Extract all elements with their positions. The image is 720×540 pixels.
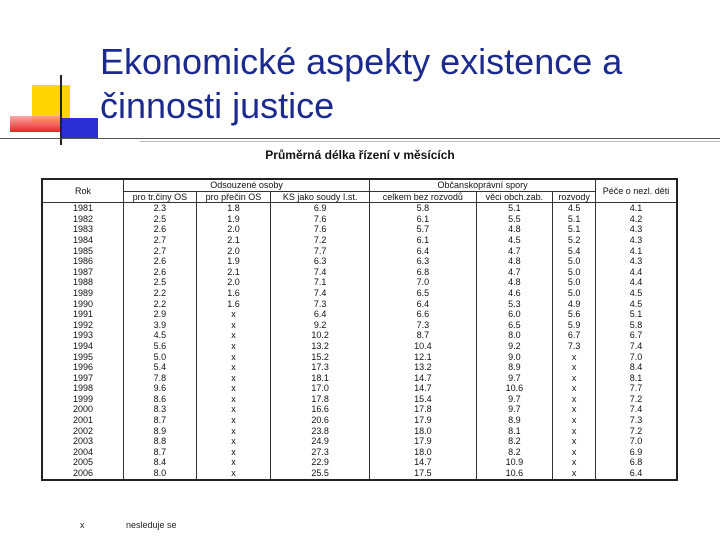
value-cell: 4.5 [553, 203, 596, 214]
value-cell: x [196, 330, 270, 341]
value-cell: 1.8 [196, 203, 270, 214]
value-cell: x [196, 415, 270, 426]
value-cell: 8.7 [370, 330, 476, 341]
table-row [42, 299, 677, 310]
value-cell: 4.8 [476, 224, 553, 235]
header-group-civil: Občanskoprávní spory [370, 179, 596, 191]
table-row [42, 426, 677, 437]
value-cell: x [553, 436, 596, 447]
value-cell: 17.5 [370, 468, 476, 480]
value-cell: 7.4 [596, 404, 678, 415]
value-cell: 1.9 [196, 214, 270, 225]
subheader: pro tr.činy OS [124, 191, 197, 203]
table-row [42, 214, 677, 225]
value-cell: 5.1 [553, 224, 596, 235]
year-cell: 1996 [42, 362, 124, 373]
value-cell: 6.7 [553, 330, 596, 341]
value-cell: 4.3 [596, 235, 678, 246]
value-cell: 5.4 [124, 362, 197, 373]
table-row [42, 267, 677, 278]
value-cell: x [196, 341, 270, 352]
table-row [42, 352, 677, 363]
value-cell: 20.6 [271, 415, 370, 426]
value-cell: 6.1 [370, 235, 476, 246]
value-cell: 7.1 [271, 277, 370, 288]
table-row [42, 415, 677, 426]
value-cell: 17.9 [370, 415, 476, 426]
year-cell: 1991 [42, 309, 124, 320]
value-cell: 8.9 [476, 415, 553, 426]
value-cell: 7.0 [596, 352, 678, 363]
table-row [42, 203, 677, 214]
value-cell: 4.5 [476, 235, 553, 246]
value-cell: 7.4 [271, 288, 370, 299]
value-cell: 7.3 [370, 320, 476, 331]
value-cell: x [553, 447, 596, 458]
value-cell: 4.2 [596, 214, 678, 225]
value-cell: 10.6 [476, 383, 553, 394]
value-cell: 7.6 [271, 224, 370, 235]
header-group-convicted: Odsouzené osoby [124, 179, 370, 191]
value-cell: 5.0 [124, 352, 197, 363]
value-cell: 6.9 [596, 447, 678, 458]
value-cell: x [553, 373, 596, 384]
value-cell: x [553, 426, 596, 437]
header-rok: Rok [42, 179, 124, 203]
value-cell: 7.2 [271, 235, 370, 246]
slide-title: Ekonomické aspekty existence a činnosti justice [100, 41, 623, 126]
value-cell: 7.7 [596, 383, 678, 394]
value-cell: 8.6 [124, 394, 197, 405]
year-cell: 1998 [42, 383, 124, 394]
value-cell: 5.6 [553, 309, 596, 320]
value-cell: x [196, 373, 270, 384]
value-cell: 17.3 [271, 362, 370, 373]
value-cell: 2.6 [124, 267, 197, 278]
value-cell: 15.4 [370, 394, 476, 405]
value-cell: 7.2 [596, 426, 678, 437]
value-cell: 12.1 [370, 352, 476, 363]
value-cell: 18.0 [370, 426, 476, 437]
subheader: celkem bez rozvodů [370, 191, 476, 203]
value-cell: 9.7 [476, 373, 553, 384]
value-cell: 8.2 [476, 447, 553, 458]
value-cell: 5.4 [553, 246, 596, 257]
decor-red-bar [10, 116, 62, 132]
value-cell: 7.4 [271, 267, 370, 278]
value-cell: x [553, 362, 596, 373]
value-cell: x [196, 352, 270, 363]
value-cell: x [196, 320, 270, 331]
value-cell: x [196, 394, 270, 405]
value-cell: 6.8 [596, 457, 678, 468]
value-cell: 8.0 [476, 330, 553, 341]
value-cell: 5.8 [596, 320, 678, 331]
value-cell: 1.6 [196, 299, 270, 310]
value-cell: 6.6 [370, 309, 476, 320]
value-cell: 6.4 [596, 468, 678, 480]
value-cell: 5.1 [596, 309, 678, 320]
table-row [42, 341, 677, 352]
value-cell: 5.0 [553, 288, 596, 299]
value-cell: 4.9 [553, 299, 596, 310]
value-cell: 2.3 [124, 203, 197, 214]
value-cell: 18.0 [370, 447, 476, 458]
subheader: rozvody [553, 191, 596, 203]
value-cell: 6.0 [476, 309, 553, 320]
value-cell: 7.8 [124, 373, 197, 384]
value-cell: 5.0 [553, 277, 596, 288]
value-cell: 22.9 [271, 457, 370, 468]
value-cell: 5.8 [370, 203, 476, 214]
value-cell: 4.5 [596, 288, 678, 299]
table-row [42, 457, 677, 468]
year-cell: 2004 [42, 447, 124, 458]
value-cell: x [553, 457, 596, 468]
value-cell: 6.4 [271, 309, 370, 320]
value-cell: 17.8 [271, 394, 370, 405]
value-cell: 4.8 [476, 277, 553, 288]
title-divider-shadow [140, 141, 720, 142]
value-cell: 25.5 [271, 468, 370, 480]
footnote-mark: x [80, 520, 85, 530]
value-cell: 6.3 [370, 256, 476, 267]
value-cell: 6.4 [370, 299, 476, 310]
value-cell: x [196, 468, 270, 480]
value-cell: 8.9 [124, 426, 197, 437]
value-cell: 10.4 [370, 341, 476, 352]
value-cell: 5.1 [553, 214, 596, 225]
value-cell: 9.7 [476, 394, 553, 405]
value-cell: 2.1 [196, 235, 270, 246]
value-cell: 2.5 [124, 214, 197, 225]
value-cell: 9.6 [124, 383, 197, 394]
table-row [42, 256, 677, 267]
value-cell: 7.3 [271, 299, 370, 310]
year-cell: 1989 [42, 288, 124, 299]
table-row [42, 224, 677, 235]
value-cell: 4.4 [596, 267, 678, 278]
table-row [42, 309, 677, 320]
decor-blue-square [60, 118, 98, 138]
value-cell: 7.4 [596, 341, 678, 352]
table-body [42, 203, 677, 480]
value-cell: 13.2 [370, 362, 476, 373]
value-cell: x [553, 415, 596, 426]
value-cell: 9.2 [271, 320, 370, 331]
value-cell: 8.1 [596, 373, 678, 384]
value-cell: 13.2 [271, 341, 370, 352]
value-cell: 2.2 [124, 288, 197, 299]
value-cell: 1.6 [196, 288, 270, 299]
value-cell: 2.0 [196, 277, 270, 288]
value-cell: 5.7 [370, 224, 476, 235]
table-row [42, 362, 677, 373]
year-cell: 1995 [42, 352, 124, 363]
subheader: KS jako soudy I.st. [271, 191, 370, 203]
value-cell: 6.5 [370, 288, 476, 299]
value-cell: x [196, 426, 270, 437]
value-cell: 4.3 [596, 224, 678, 235]
value-cell: 4.7 [476, 246, 553, 257]
value-cell: 1.9 [196, 256, 270, 267]
value-cell: 8.7 [124, 415, 197, 426]
value-cell: 2.6 [124, 224, 197, 235]
value-cell: x [196, 436, 270, 447]
year-cell: 1983 [42, 224, 124, 235]
value-cell: 8.8 [124, 436, 197, 447]
value-cell: 14.7 [370, 457, 476, 468]
table-row [42, 320, 677, 331]
value-cell: 17.0 [271, 383, 370, 394]
value-cell: 2.7 [124, 235, 197, 246]
value-cell: 2.5 [124, 277, 197, 288]
year-cell: 1992 [42, 320, 124, 331]
title-divider [0, 138, 720, 139]
value-cell: 9.0 [476, 352, 553, 363]
year-cell: 1986 [42, 256, 124, 267]
value-cell: x [553, 352, 596, 363]
value-cell: 7.0 [370, 277, 476, 288]
value-cell: 27.3 [271, 447, 370, 458]
value-cell: 24.9 [271, 436, 370, 447]
subheader: pro přečin OS [196, 191, 270, 203]
value-cell: 4.3 [596, 256, 678, 267]
year-cell: 1985 [42, 246, 124, 257]
table-row [42, 447, 677, 458]
value-cell: 10.6 [476, 468, 553, 480]
value-cell: 5.0 [553, 267, 596, 278]
year-cell: 1994 [42, 341, 124, 352]
year-cell: 2001 [42, 415, 124, 426]
value-cell: 7.6 [271, 214, 370, 225]
value-cell: 2.6 [124, 256, 197, 267]
value-cell: x [553, 468, 596, 480]
value-cell: 7.3 [553, 341, 596, 352]
value-cell: 10.2 [271, 330, 370, 341]
year-cell: 1990 [42, 299, 124, 310]
table-row [42, 404, 677, 415]
value-cell: x [553, 383, 596, 394]
year-cell: 1993 [42, 330, 124, 341]
value-cell: 5.6 [124, 341, 197, 352]
value-cell: 6.9 [271, 203, 370, 214]
value-cell: 6.5 [476, 320, 553, 331]
year-cell: 2003 [42, 436, 124, 447]
header-child-care: Péče o nezl. děti [596, 179, 678, 203]
value-cell: 6.4 [370, 246, 476, 257]
year-cell: 1981 [42, 203, 124, 214]
year-cell: 2005 [42, 457, 124, 468]
value-cell: 4.5 [596, 299, 678, 310]
value-cell: 17.8 [370, 404, 476, 415]
value-cell: 2.2 [124, 299, 197, 310]
value-cell: x [196, 309, 270, 320]
year-cell: 1999 [42, 394, 124, 405]
value-cell: 7.7 [271, 246, 370, 257]
value-cell: x [196, 457, 270, 468]
value-cell: 4.6 [476, 288, 553, 299]
value-cell: 5.0 [553, 256, 596, 267]
value-cell: 5.3 [476, 299, 553, 310]
value-cell: 7.0 [596, 436, 678, 447]
year-cell: 1984 [42, 235, 124, 246]
value-cell: 15.2 [271, 352, 370, 363]
value-cell: 8.7 [124, 447, 197, 458]
value-cell: x [553, 394, 596, 405]
value-cell: 2.9 [124, 309, 197, 320]
value-cell: 6.7 [596, 330, 678, 341]
table-row [42, 288, 677, 299]
value-cell: 16.6 [271, 404, 370, 415]
duration-table [41, 178, 678, 481]
value-cell: 4.1 [596, 203, 678, 214]
value-cell: 2.7 [124, 246, 197, 257]
value-cell: 8.9 [476, 362, 553, 373]
year-cell: 2002 [42, 426, 124, 437]
value-cell: 10.9 [476, 457, 553, 468]
year-cell: 1988 [42, 277, 124, 288]
value-cell: 6.3 [271, 256, 370, 267]
value-cell: 5.9 [553, 320, 596, 331]
value-cell: 4.8 [476, 256, 553, 267]
value-cell: 5.1 [476, 203, 553, 214]
table-row [42, 394, 677, 405]
table-row [42, 330, 677, 341]
year-cell: 1982 [42, 214, 124, 225]
table-row [42, 468, 677, 480]
value-cell: 4.5 [124, 330, 197, 341]
value-cell: 2.0 [196, 224, 270, 235]
table-row [42, 235, 677, 246]
year-cell: 1987 [42, 267, 124, 278]
footnote-text: nesleduje se [126, 520, 177, 530]
value-cell: 2.1 [196, 267, 270, 278]
year-cell: 1997 [42, 373, 124, 384]
value-cell: 8.4 [124, 457, 197, 468]
value-cell: 8.4 [596, 362, 678, 373]
value-cell: x [196, 383, 270, 394]
year-cell: 2006 [42, 468, 124, 480]
value-cell: 6.8 [370, 267, 476, 278]
value-cell: 14.7 [370, 373, 476, 384]
value-cell: 4.4 [596, 277, 678, 288]
table-caption: Průměrná délka řízení v měsících [265, 148, 455, 162]
value-cell: 14.7 [370, 383, 476, 394]
table-row [42, 436, 677, 447]
value-cell: x [196, 362, 270, 373]
value-cell: x [196, 404, 270, 415]
value-cell: x [553, 404, 596, 415]
value-cell: 9.2 [476, 341, 553, 352]
value-cell: 8.2 [476, 436, 553, 447]
value-cell: 18.1 [271, 373, 370, 384]
year-cell: 2000 [42, 404, 124, 415]
decor-vertical-line [60, 75, 62, 145]
value-cell: 9.7 [476, 404, 553, 415]
value-cell: 17.9 [370, 436, 476, 447]
table-row [42, 373, 677, 384]
table-row [42, 383, 677, 394]
value-cell: 5.2 [553, 235, 596, 246]
table-row [42, 246, 677, 257]
value-cell: 7.2 [596, 394, 678, 405]
value-cell: 2.0 [196, 246, 270, 257]
value-cell: 23.8 [271, 426, 370, 437]
value-cell: 5.5 [476, 214, 553, 225]
value-cell: 3.9 [124, 320, 197, 331]
value-cell: 8.1 [476, 426, 553, 437]
value-cell: 8.3 [124, 404, 197, 415]
value-cell: 7.3 [596, 415, 678, 426]
value-cell: x [196, 447, 270, 458]
value-cell: 4.1 [596, 246, 678, 257]
value-cell: 6.1 [370, 214, 476, 225]
value-cell: 8.0 [124, 468, 197, 480]
table-row [42, 277, 677, 288]
value-cell: 4.7 [476, 267, 553, 278]
subheader: věci obch.zab. [476, 191, 553, 203]
